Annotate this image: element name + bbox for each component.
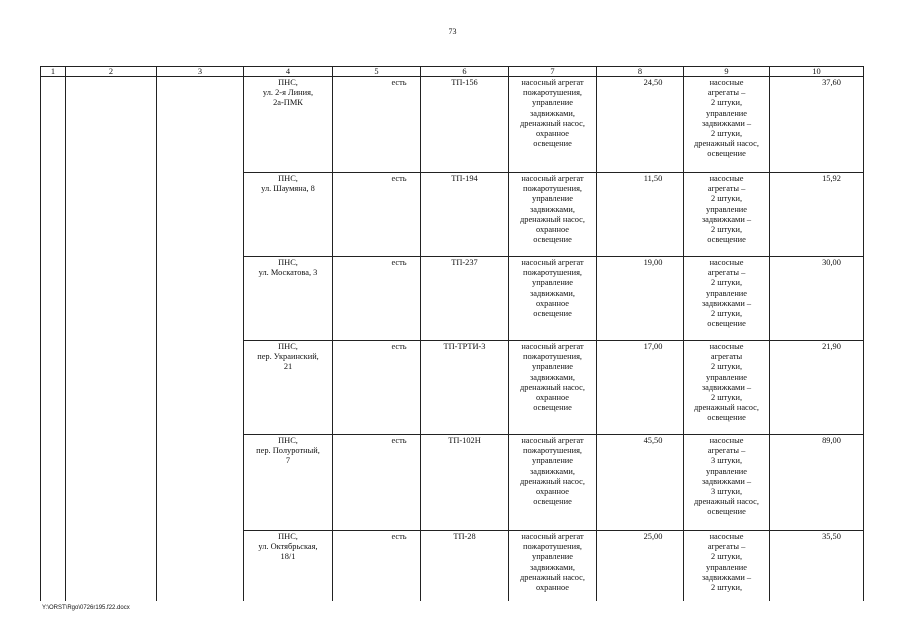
equipment: насосные агрегаты – 2 штуки, управление задвижками – 2 штуки, [701,532,752,593]
column-header: 8 [597,67,684,77]
col3-cell [157,77,244,601]
availability-cell [333,531,421,601]
load-value: 21,90 [822,342,841,351]
availability-cell [333,341,421,435]
power-value: 19,00 [643,258,663,267]
substation: ТП-194 [451,174,478,183]
substation: ТП-28 [453,532,476,541]
substation-cell [421,257,509,341]
availability-cell [333,77,421,173]
load-value: 15,92 [822,174,841,183]
equipment-cell [684,435,770,531]
load-value: 37,60 [822,78,841,87]
column-header: 7 [509,67,597,77]
column-header: 1 [41,67,66,77]
equipment: насосные агрегаты 2 штуки, управление задвижками – 2 штуки, дренажный насос, освещение [694,342,759,423]
object-name: ПНС, ул. Москатова, 3 [258,258,318,278]
consumers: насосный агрегат пожаротушения, управление задвижками, дренажный насос, охранное освещение [520,78,585,149]
availability: есть [391,78,407,87]
object-cell [244,77,333,173]
consumers: насосный агрегат пожаротушения, управление задвижками, дренажный насос, охранное освещение [520,436,585,507]
power-cell [597,173,684,257]
power-value: 25,00 [643,532,663,541]
column-header: 2 [66,67,157,77]
equipment-cell [684,77,770,173]
object-cell [244,257,333,341]
load-cell [770,341,864,435]
equipment: насосные агрегаты – 2 штуки, управление задвижками – 2 штуки, освещение [701,174,752,245]
object-cell [244,531,333,601]
substation: ТП-ТРТИ-3 [443,342,486,351]
column-header: 6 [421,67,509,77]
consumers-cell [509,435,597,531]
equipment: насосные агрегаты – 2 штуки, управление задвижками – 2 штуки, дренажный насос, освещение [694,78,759,159]
equipment-cell [684,531,770,601]
substation-cell [421,341,509,435]
consumers-cell [509,257,597,341]
consumers-cell [509,173,597,257]
availability-cell [333,435,421,531]
load-value: 35,50 [822,532,841,541]
power-value: 11,50 [643,174,663,183]
availability: есть [391,436,407,445]
document-table [40,66,864,601]
object-cell [244,435,333,531]
substation-cell [421,77,509,173]
object-name: ПНС, пер. Полуротный, 7 [256,436,320,466]
substation: ТП-237 [451,258,478,267]
availability: есть [391,342,407,351]
consumers: насосный агрегат пожаротушения, управление задвижками, дренажный насос, охранное освещение [520,174,585,245]
load-cell [770,435,864,531]
page-number: 73 [448,27,457,36]
substation-cell [421,435,509,531]
object-name: ПНС, пер. Украинский, 21 [257,342,319,372]
equipment: насосные агрегаты – 3 штуки, управление задвижками – 3 штуки, дренажный насос, освещение [694,436,759,517]
load-value: 89,00 [822,436,841,445]
equipment-cell [684,341,770,435]
power-cell [597,341,684,435]
column-header: 5 [333,67,421,77]
substation-cell [421,531,509,601]
object-name: ПНС, ул. 2-я Линия, 2а-ПМК [262,78,314,108]
load-cell [770,531,864,601]
power-value: 45,50 [643,436,663,445]
object-cell [244,341,333,435]
table-row [41,77,864,173]
availability: есть [391,258,407,267]
consumers-cell [509,77,597,173]
load-cell [770,257,864,341]
power-value: 24,50 [643,78,663,87]
equipment-cell [684,257,770,341]
consumers-cell [509,341,597,435]
load-value: 30,00 [822,258,841,267]
equipment-cell [684,173,770,257]
column-header: 4 [244,67,333,77]
power-value: 17,00 [643,342,663,351]
power-cell [597,77,684,173]
availability: есть [391,174,407,183]
column-header: 3 [157,67,244,77]
power-cell [597,531,684,601]
header-row [41,67,864,77]
substation-cell [421,173,509,257]
substation: ТП-102Н [448,436,481,445]
equipment: насосные агрегаты – 2 штуки, управление задвижками – 2 штуки, освещение [701,258,752,329]
availability-cell [333,257,421,341]
consumers: насосный агрегат пожаротушения, управление задвижками, охранное освещение [521,258,584,319]
consumers: насосный агрегат пожаротушения, управление задвижками, дренажный насос, охранное [520,532,585,593]
col1-cell [41,77,66,601]
consumers: насосный агрегат пожаротушения, управление задвижками, дренажный насос, охранное освещение [520,342,585,413]
consumers-cell [509,531,597,601]
load-cell [770,173,864,257]
power-cell [597,257,684,341]
availability-cell [333,173,421,257]
availability: есть [391,532,407,541]
column-header: 10 [770,67,864,77]
column-header: 9 [684,67,770,77]
load-cell [770,77,864,173]
object-cell [244,173,333,257]
file-path-footer: Y:\ORST\Rgo\0726r195.f22.docx [42,605,130,611]
substation: ТП-156 [451,78,478,87]
object-name: ПНС, ул. Шаумяна, 8 [261,174,315,194]
object-name: ПНС, ул. Октябрьская, 18/1 [258,532,318,562]
col2-cell [66,77,157,601]
power-cell [597,435,684,531]
